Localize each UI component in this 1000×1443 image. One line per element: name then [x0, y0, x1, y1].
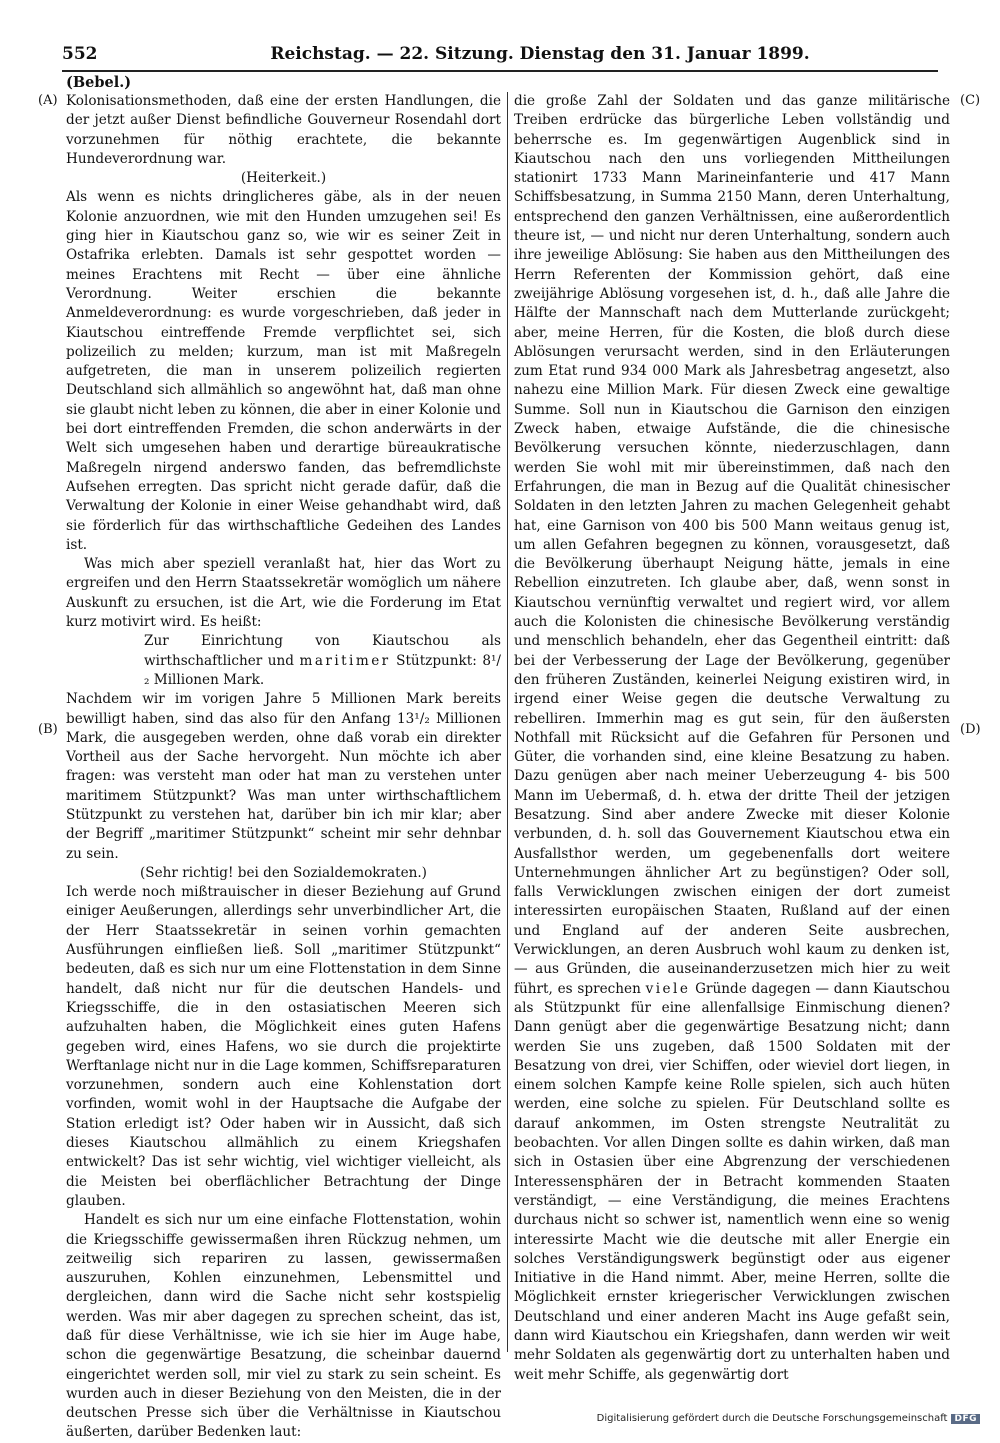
left-column	[66, 92, 501, 1443]
margin-marker-d: (D)	[960, 722, 981, 737]
dfg-logo: DFG	[951, 1414, 980, 1424]
emphasis: viele	[645, 980, 691, 997]
paragraph: Kolonisationsmethoden, daß eine der ersten Handlungen, die der jetzt außer Dienst befindliche Gouverneur Rosendahl dort vorzunehmen für nöthig erachtete, die bekannte Hundeverordnung war.	[66, 93, 501, 167]
digitization-credit	[597, 1413, 980, 1424]
paragraph: Nachdem wir im vorigen Jahre 5 Millionen Mark bereits bewilligt haben, sind das also für den Anfang 13¹/₂ Millionen Mark, die ausgegeben werden, ohne daß vorab ein direkter Vortheil aus der Sache hervorgeht. Nun möchte ich aber fragen: was versteht man oder hat man zu verstehen unter maritimem Stützpunkt? Was man unter wirthschaftlichem Stützpunkt zu verstehen hat, darüber bin ich mir klar; aber der Begriff „maritimer Stützpunkt“ scheint mir sehr dehnbar zu sein.	[66, 691, 501, 862]
margin-marker-b: (B)	[38, 722, 58, 737]
interjection: (Sehr richtig! bei den Sozialdemokraten.)	[140, 864, 427, 881]
paragraph: Handelt es sich nur um eine einfache Flottenstation, wohin die Kriegsschiffe gewissermaßen ihren Rückzug nehmen, um zeitweilig sich repariren zu lassen, gewissermaßen auszuruhen, Kohlen einzunehmen, Lebensmittel und dergleichen, dann wird die Sache nicht sehr kostspielig werden. Was mir aber dagegen zu sprechen scheint, das ist, daß für diese Verhältnisse, wie ich sie hier im Auge habe, schon die gegenwärtige Besatzung, die scheinbar dauernd eingerichtet werden soll, mir viel zu stark zu sein scheint. Es wurden auch in dieser Beziehung von den Meisten, die in der deutschen Presse sich über die Verhältnisse in Kiautschou äußerten, darüber Bedenken laut:	[66, 1212, 501, 1441]
quote-text: Zur Einrichtung von Kiautschou als wirthschaftlicher und	[144, 633, 501, 669]
quote-text: Stützpunkt: 8¹/₂ Millionen Mark.	[144, 652, 502, 688]
right-column	[514, 92, 950, 1385]
page-number: 552	[62, 44, 98, 64]
column-divider	[507, 92, 508, 1352]
paragraph: Ich werde noch mißtrauischer in dieser Beziehung auf Grund einiger Aeußerungen, allerdings sehr unverbindlicher Art, die der Herr Staatssekretär in seinen vorhin gemachten Ausführungen einfließen ließ. Soll „maritimer Stützpunkt“ bedeuten, daß es sich nur um eine Flottenstation in dem Sinne handelt, daß nicht nur für die deutschen Handels- und Kriegsschiffe, die in den ostasiatischen Meeren sich aufzuhalten haben, die Möglichkeit eines guten Hafens gegeben wird, eines Hafens, wo sie durch die projektirte Werftanlage nicht nur in die Lage kommen, Schiffsreparaturen vorzunehmen, sondern auch eine Kohlenstation dort vorfinden, womit wohl in der Hauptsache die Aufgabe der Station erledigt ist? Oder haben wir in Aussicht, daß sich dieses Kiautschou allmählich zu einem Kriegshafen entwickelt? Das ist sehr wichtig, viel wichtiger vielleicht, als die Meisten bei oberflächlicher Betrachtung der Dinge glauben.	[66, 884, 501, 1209]
page-header	[62, 44, 938, 70]
credit-text: Digitalisierung gefördert durch die Deutsche Forschungsgemeinschaft	[596, 1413, 948, 1424]
quote-emphasis: maritimer	[299, 652, 391, 669]
speaker-tag: (Bebel.)	[66, 74, 132, 91]
margin-marker-c: (C)	[960, 93, 981, 108]
header-rule	[62, 70, 938, 72]
paragraph	[514, 92, 950, 1385]
running-title: Reichstag. — 22. Sitzung. Dienstag den 31. Januar 1899.	[270, 44, 810, 64]
paragraph: Was mich aber speziell veranlaßt hat, hier das Wort zu ergreifen und den Herrn Staatssekretär womöglich um nähere Auskunft zu ersuchen, ist die Art, wie die Forderung im Etat kurz motivirt wird. Es heißt:	[66, 556, 501, 631]
paragraph-text: Gründe dagegen — dann Kiautschou als Stützpunkt für eine allenfallsige Einmischung dienen? Dann genügt aber die gegenwärtige Besatzung nicht; dann werden Sie uns zugeben, daß 1500 Soldaten mit der Besatzung von drei, vier Schiffen, oder wieviel dort liegen, in einem solchen Kampfe keine Rolle spielen, sich auch hüten werden, eine solche zu spielen. Für Deutschland sollte es darauf ankommen, im Osten strengste Neutralität zu beobachten. Vor allen Dingen sollte es dahin wirken, daß man sich in Ostasien über eine Abgrenzung der verschiedenen Interessensphären der in Betracht kommenden Staaten verständigt, — eine Verständigung, die meines Erachtens durchaus nicht so schwer ist, namentlich wenn eine so wenig interessirte Macht wie die deutsche mit aller Energie ein solches Verständigungswerk begünstigt oder aus eigener Initiative in die Hand nimmt. Aber, meine Herren, sollte die Möglichkeit ernster kriegerischer Verwicklungen zwischen Deutschland und einer anderen Macht ins Auge gefaßt sein, dann wird Kiautschou ein Kriegshafen, dann werden wir weit mehr Soldaten als gegenwärtig dort zu unterhalten haben und weit mehr Schiffe, als gegenwärtig dort	[514, 980, 950, 1383]
margin-marker-a: (A)	[38, 93, 58, 108]
budget-quote	[144, 632, 501, 690]
interjection: (Heiterkeit.)	[240, 170, 327, 187]
paragraph: Als wenn es nichts dringlicheres gäbe, als in der neuen Kolonie anzuordnen, wie mit den Hunden umzugehen sei! Es ging hier in Kiautschou ganz so, wie wir es seiner Zeit in Ostafrika erlebten. Damals ist sehr gespottet worden — meines Erachtens mit Recht — über eine ähnliche Verordnung. Weiter erschien die bekannte Anmeldeverordnung: es wurde vorgeschrieben, daß jeder in Kiautschou eintreffende Fremde verpflichtet sei, sich polizeilich zu melden; kurzum, man ist mit Maßregeln aufgetreten, die man in unserem polizeilich regierten Deutschland sich allmählich so angewöhnt hat, daß man ohne sie glaubt nicht leben zu können, die aber in einer Kolonie und bei dort eintreffenden Fremden, die schon anderwärts in der Welt sich umgesehen haben und derartige büreaukratische Maßregeln nirgend anderswo fanden, das befremdlichste Aufsehen erregten. Das spricht nicht gerade dafür, daß die Verwaltung der Kolonie in einer Weise gehandhabt wird, daß sie förderlich für das wirthschaftliche Gedeihen des Landes ist.	[66, 189, 501, 553]
paragraph-text: die große Zahl der Soldaten und das ganze militärische Treiben erdrücke das bürgerliche Leben vollständig und beherrsche es. Im gegenwärtigen Augenblick sind in Kiautschou nach den uns vorliegenden Mittheilungen stationirt 1733 Mann Marineinfanterie und 417 Mann Schiffsbesatzung, in Summa 2150 Mann, deren Unterhaltung, entsprechend den ganzen Verhältnissen, eine außerordentlich theure ist, — und nicht nur deren Unterhaltung, sondern auch ihre jeweilige Ablösung: Sie haben aus den Mittheilungen des Herrn Referenten der Kommission gehört, daß eine zweijährige Ablösung vorgesehen ist, d. h., daß alle Jahre die Hälfte der Mannschaft nach dem Mutterlande zurückgeht; aber, meine Herren, für die Kosten, die bloß durch diese Ablösungen verursacht werden, sind in den Erläuterungen zum Etat rund 934 000 Mark als Jahresbetrag angesetzt, also nahezu eine Million Mark. Für diesen Zweck eine gewaltige Summe. Soll nun in Kiautschou die Garnison den einzigen Zweck haben, etwaige Aufstände, die die chinesische Bevölkerung versuchen könnte, niederzuschlagen, dann werden Sie wohl mit mir übereinstimmen, daß nach den Erfahrungen, die man in Bezug auf die Qualität chinesischer Soldaten in den letzten Jahren zu machen Gelegenheit gehabt hat, eine Garnison von 400 bis 500 Mann weitaus genug ist, um allen Gefahren begegnen zu können, vorausgesetzt, daß die Bevölkerung überhaupt Neigung hätte, jemals in eine Rebellion einzutreten. Ich glaube aber, daß, wenn sonst in Kiautschou vernünftig verwaltet und regiert wird, vor allem auch die Kolonisten die chinesische Bevölkerung verständig und menschlich behandeln, eher das Gegentheil eintritt: daß bei der Verbesserung der Lage der Bevölkerung, gegenüber den früheren Zuständen, keinerlei Neigung existiren wird, in irgend einer Weise gegen die deutsche Verwaltung zu rebelliren. Immerhin mag es gut sein, für den äußersten Nothfall mit Rücksicht auf die Gefahren für Personen und Güter, die vorhanden sind, eine kleine Besatzung zu haben. Dazu genügen aber nach meiner Ueberzeugung 4- bis 500 Mann im Uebermaß, d. h. etwa der dritte Theil der jetzigen Besatzung. Sind aber andere Zwecke mit dieser Kolonie verbunden, d. h. soll das Gouvernement Kiautschou etwa ein Ausfallsthor werden, um gegebenenfalls dort weitere Unternehmungen ähnlicher Art zu begünstigen? Oder soll, falls Verwicklungen zwischen einigen der dort zumeist interessirten europäischen Staaten, Rußland auf der einen und England auf der anderen Seite ausbrechen, Verwicklungen, an deren Ausbruch wohl kaum zu denken ist, — aus Gründen, die auseinanderzusetzen mich hier zu weit führt, es sprechen	[514, 93, 950, 997]
